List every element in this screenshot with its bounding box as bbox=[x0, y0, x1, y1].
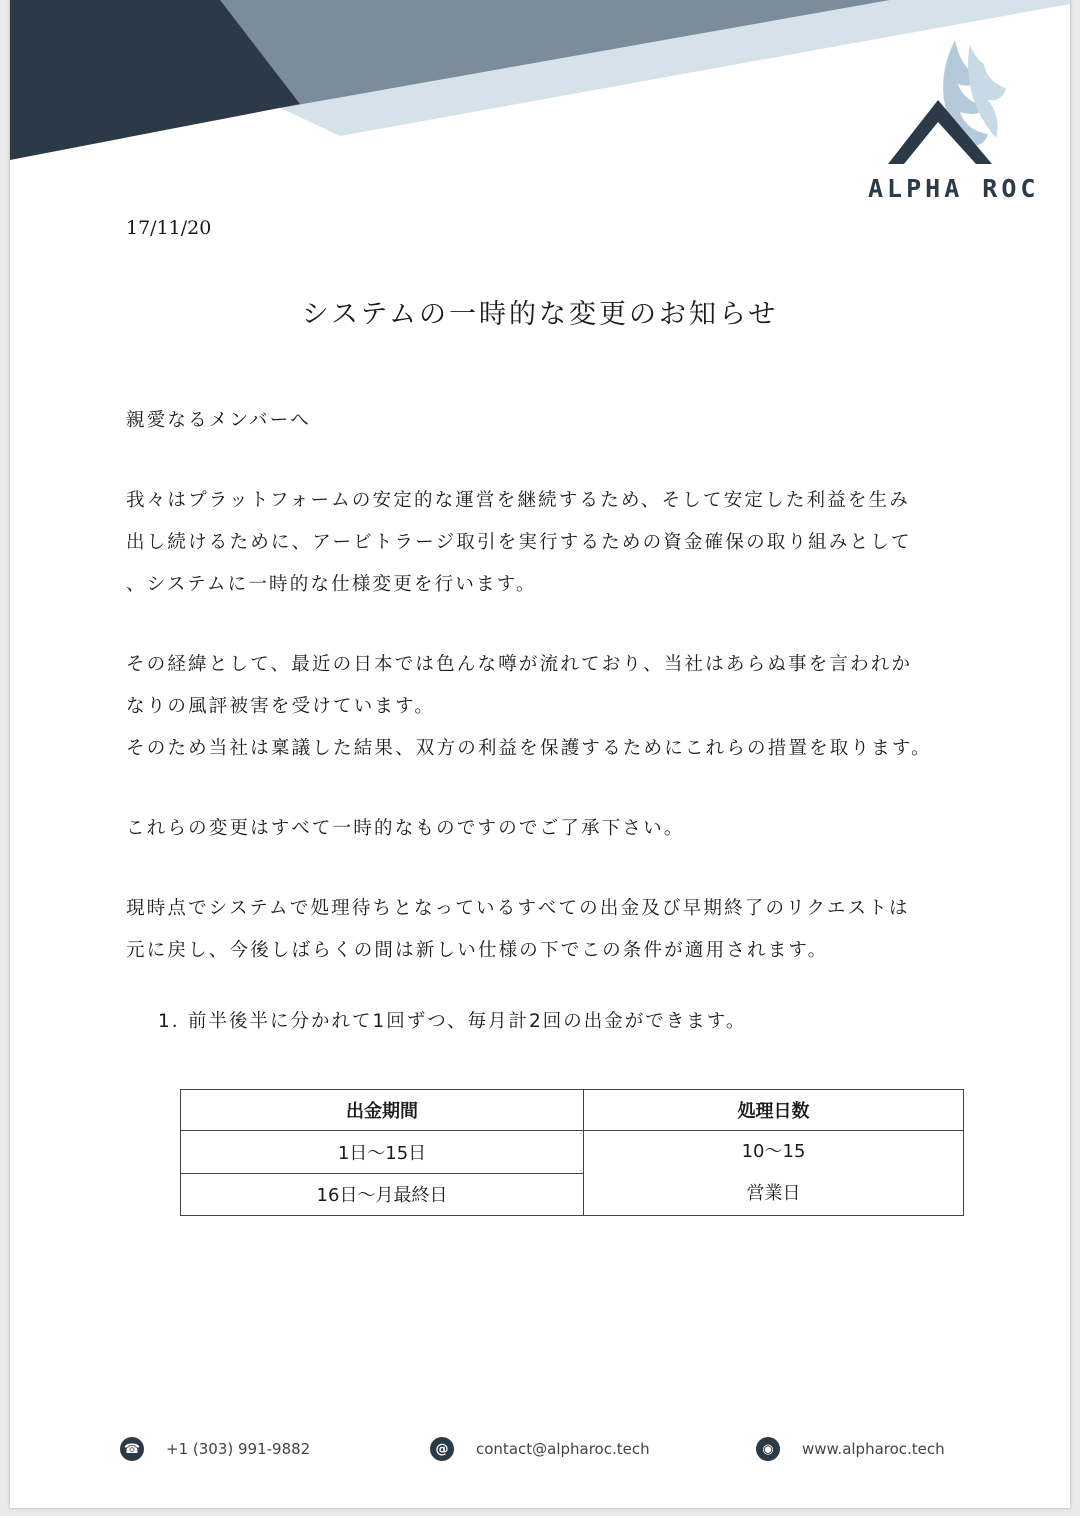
processing-days-value: 10～15 bbox=[741, 1141, 806, 1162]
period-cell-1: 1日～15日 bbox=[181, 1131, 584, 1174]
paragraph-1-line-2: 出し続けるために、アービトラージ取引を実行するための資金確保の取り組みとして bbox=[126, 532, 912, 553]
globe-icon: ◉ bbox=[756, 1437, 780, 1461]
header-processing-days: 処理日数 bbox=[584, 1090, 964, 1131]
paragraph-2-line-1: その経緯として、最近の日本では色んな噂が流れており、当社はあらぬ事を言われか bbox=[126, 654, 913, 675]
phone-icon: ☎ bbox=[120, 1437, 144, 1461]
paragraph-3: これらの変更はすべて一時的なものですのでご了承下さい。 bbox=[126, 818, 685, 839]
letter-page bbox=[10, 0, 1070, 1508]
footer-email bbox=[430, 1434, 650, 1464]
paragraph-4-line-2: 元に戻し、今後しばらくの間は新しい仕様の下でこの条件が適用されます。 bbox=[126, 940, 829, 961]
list-item-text: 前半後半に分かれて1回ずつ、毎月計2回の出金ができます。 bbox=[188, 1011, 747, 1032]
table-header-row bbox=[181, 1090, 964, 1131]
letter-body bbox=[126, 400, 996, 972]
withdrawal-schedule-table bbox=[180, 1089, 964, 1216]
at-icon: @ bbox=[430, 1437, 454, 1461]
paragraph-2-line-3: そのため当社は稟議した結果、双方の利益を保護するためにこれらの措置を取ります。 bbox=[126, 738, 932, 759]
footer-website bbox=[756, 1434, 945, 1464]
letter-title: システムの一時的な変更のお知らせ bbox=[301, 299, 779, 330]
letter-date: 17/11/20 bbox=[126, 217, 212, 239]
processing-days-cell bbox=[584, 1131, 964, 1216]
paragraph-4-line-1: 現時点でシステムで処理待ちとなっているすべての出金及び早期終了のリクエストは bbox=[126, 898, 910, 919]
email-link[interactable]: contact@alpharoc.tech bbox=[476, 1440, 650, 1458]
period-cell-2: 16日～月最終日 bbox=[181, 1173, 584, 1216]
footer-phone bbox=[120, 1434, 310, 1464]
list-item bbox=[158, 1007, 746, 1033]
greeting: 親愛なるメンバーへ bbox=[126, 410, 312, 431]
table-row bbox=[181, 1131, 964, 1174]
paragraph-1-line-1: 我々はプラットフォームの安定的な運営を継続するため、そして安定した利益を生み bbox=[126, 490, 911, 511]
processing-days-unit: 営業日 bbox=[746, 1183, 801, 1204]
website-link[interactable]: www.alpharoc.tech bbox=[802, 1440, 945, 1458]
logo-text: ALPHA ROC bbox=[868, 174, 1040, 203]
list-item-number: 1. bbox=[158, 1011, 180, 1032]
phone-number: +1 (303) 991-9882 bbox=[166, 1440, 311, 1458]
paragraph-2-line-2: なりの風評被害を受けています。 bbox=[126, 696, 436, 717]
paragraph-1-line-3: 、システムに一時的な仕様変更を行います。 bbox=[126, 574, 537, 595]
header-withdrawal-period: 出金期間 bbox=[181, 1090, 584, 1131]
